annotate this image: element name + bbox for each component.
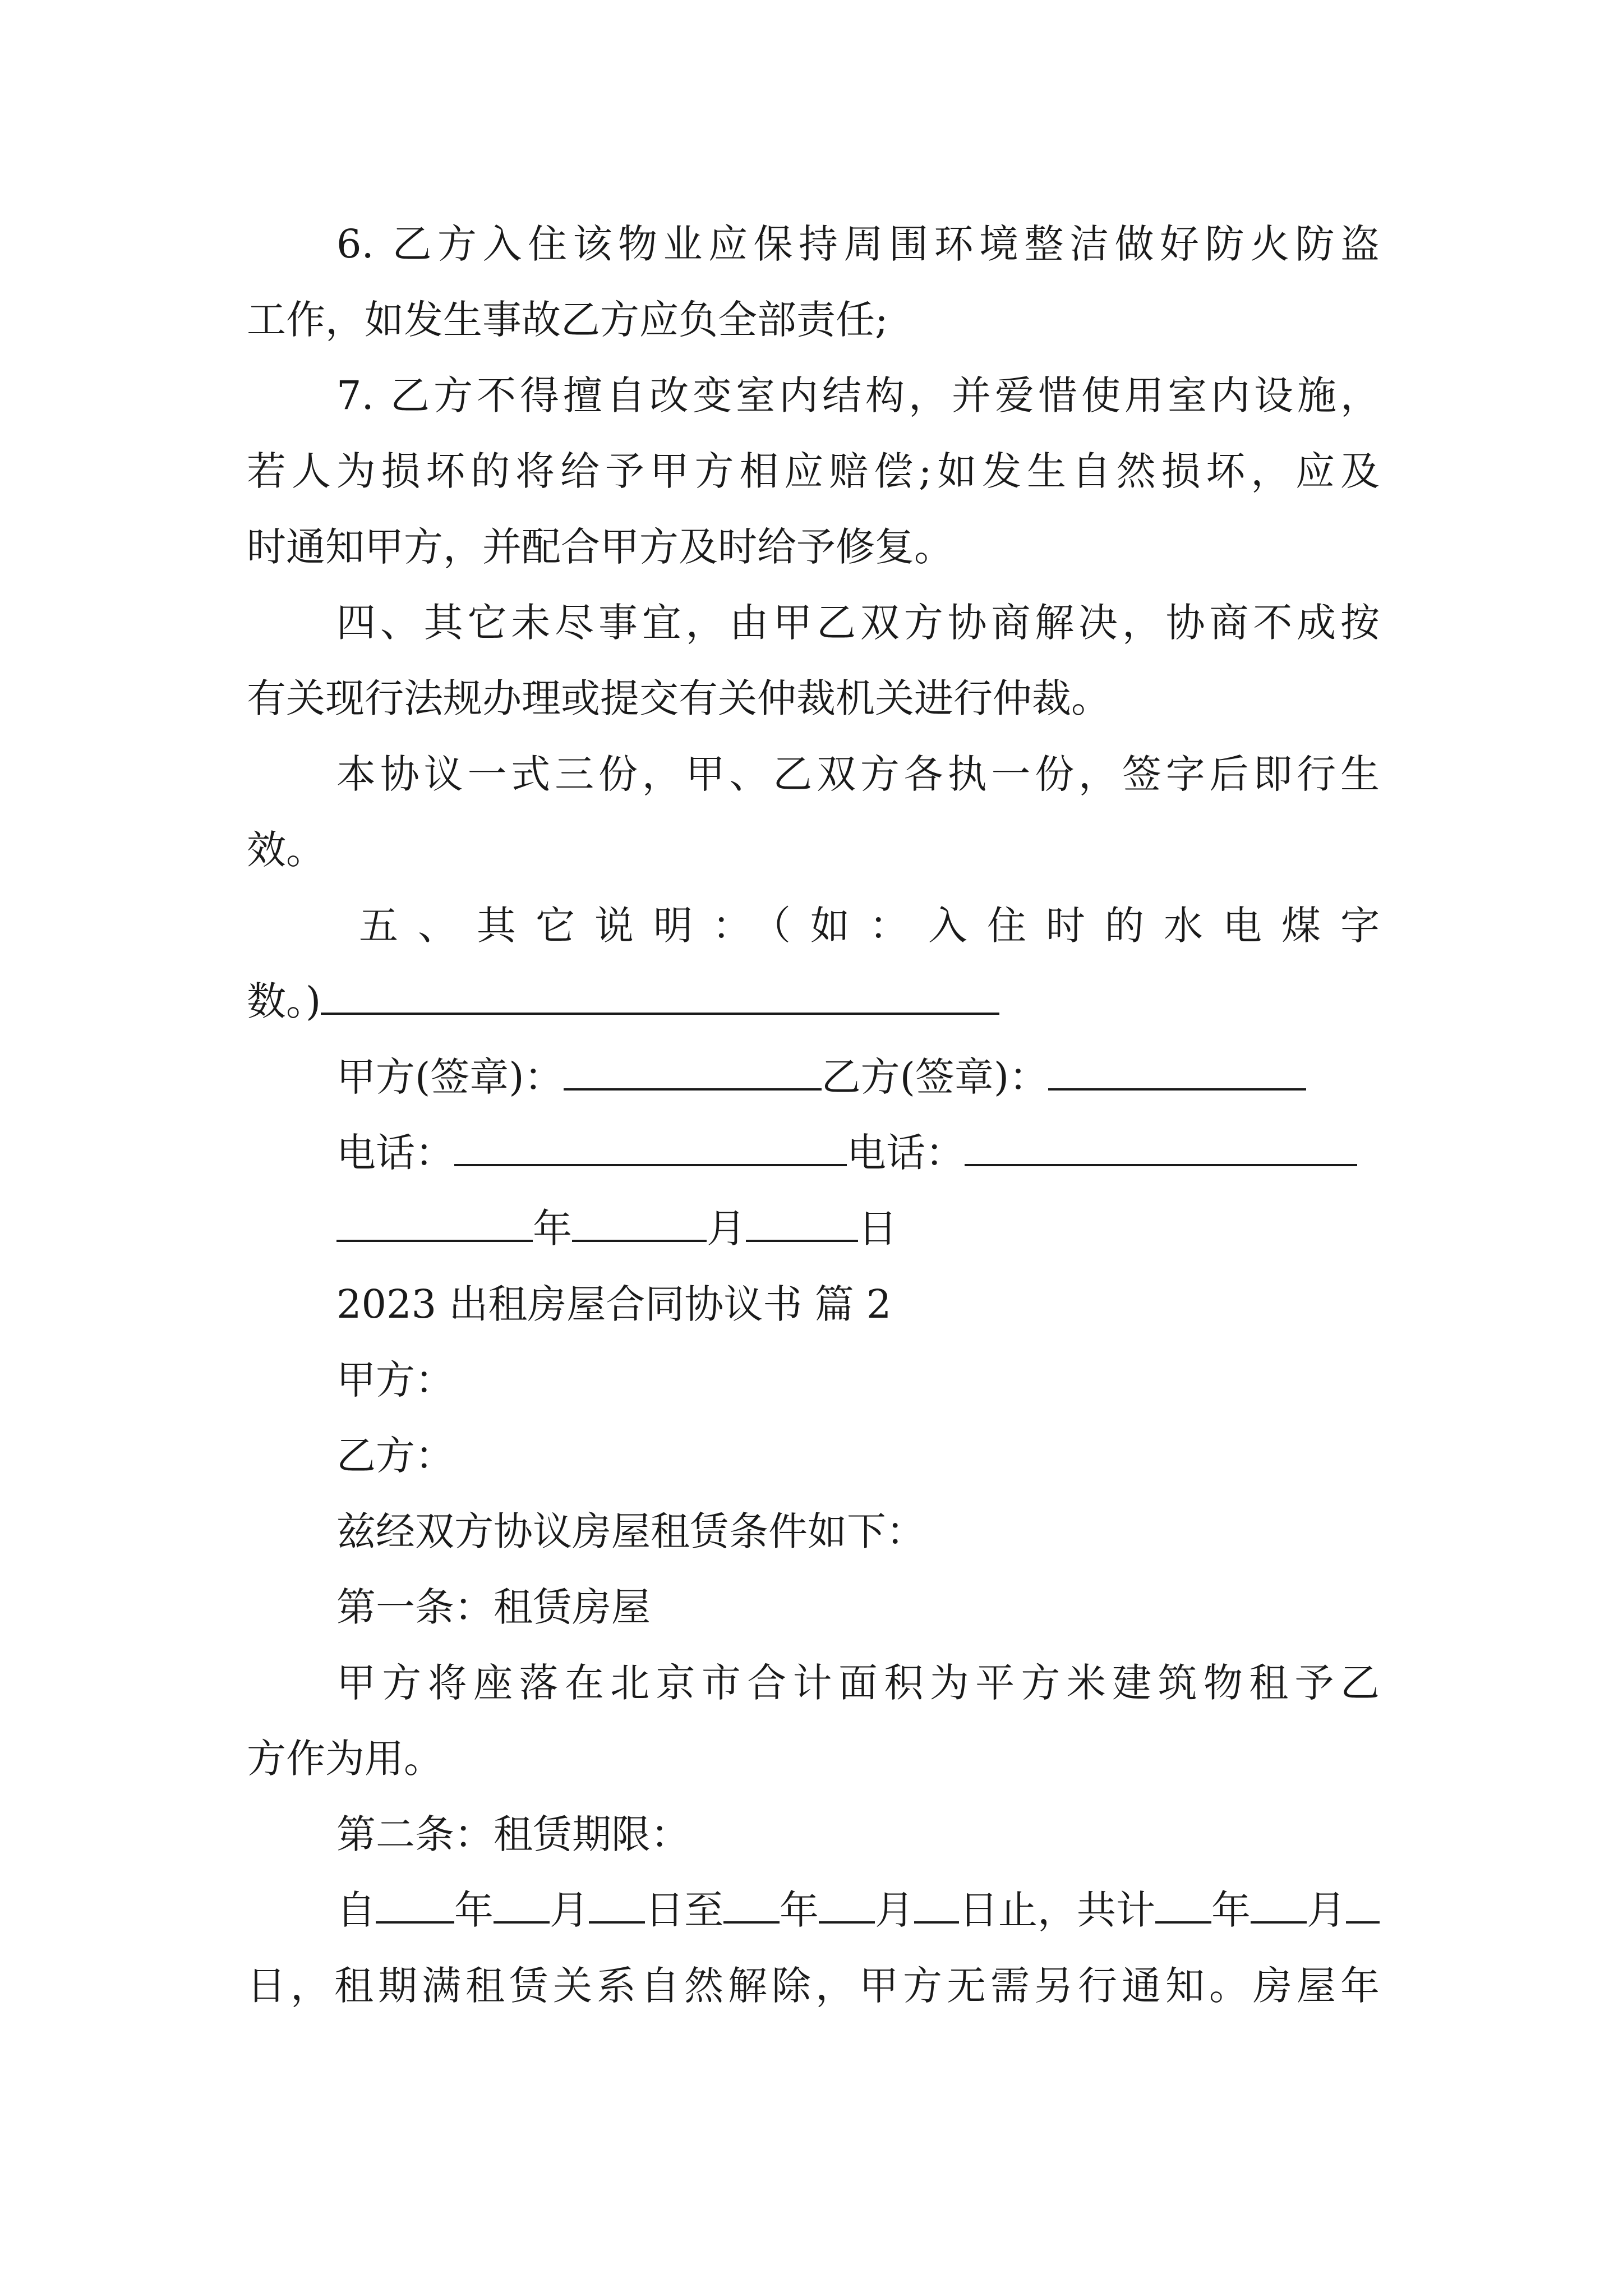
term-total-month: 月 [1307,1887,1346,1933]
date-row [336,1200,1380,1257]
note-blank [321,973,999,1015]
copies-line-2: 效。 [247,827,325,873]
clause-7-line-1: 7. 乙方不得擅自改变室内结构，并爱惜使用室内设施， [336,372,1380,418]
term-line-2: 日，租期满租赁关系自然解除，甲方无需另行通知。房屋年 [247,1963,1380,2009]
party-b-phone-label: 电话： [847,1130,965,1176]
term-day-end: 日止，共计 [959,1887,1155,1933]
year-label: 年 [533,1205,572,1251]
term-year: 年 [454,1887,494,1933]
article-1-line-1: 甲方将座落在北京市合计面积为平方米建筑物租予乙 [336,1660,1380,1706]
end-year-blank [723,1882,780,1924]
clause-7-line-2: 若人为损坏的将给予甲方相应赔偿;如发生自然损坏，应及 [247,448,1380,494]
day-label: 日 [858,1205,897,1251]
section-5-line-2 [247,973,1380,1029]
term-from: 自 [336,1887,376,1933]
party-b-signature-label: 乙方(签章)： [821,1054,1049,1100]
party-a-phone-label: 电话： [336,1130,454,1176]
doc2-heading: 2023 出租房屋合同协议书 篇 2 [336,1281,892,1327]
year-blank [336,1200,533,1242]
section-4-line-2: 有关现行法规办理或提交有关仲裁机关进行仲裁。 [247,675,1110,721]
day-blank [746,1200,858,1242]
party-a-signature-blank [564,1049,822,1091]
doc2-intro: 兹经双方协议房屋租赁条件如下： [336,1508,925,1554]
doc2-party-b: 乙方： [336,1433,454,1479]
section-5-line-1: 五、其它说明：（如：入住时的水电煤字 [359,903,1380,949]
total-month-blank [1251,1882,1307,1924]
party-a-signature-label: 甲方(签章)： [336,1054,564,1100]
term-end-month: 月 [875,1887,914,1933]
party-b-phone-blank [965,1125,1357,1166]
term-month: 月 [550,1887,589,1933]
article-1-title: 第一条：租赁房屋 [336,1584,651,1630]
total-year-blank [1155,1882,1211,1924]
copies-line-1: 本协议一式三份，甲、乙双方各执一份，签字后即行生 [336,751,1380,797]
doc2-party-a: 甲方： [336,1357,454,1403]
article-1-line-2: 方作为用。 [247,1736,443,1782]
clause-6-line-1: 6. 乙方入住该物业应保持周围环境整洁做好防火防盗 [336,221,1380,267]
term-line-1 [336,1882,1380,1938]
term-end-year: 年 [780,1887,819,1933]
party-b-signature-blank [1048,1049,1306,1091]
month-blank [572,1200,707,1242]
signature-row [336,1049,1380,1105]
month-label: 月 [707,1205,746,1251]
end-day-blank [914,1882,959,1924]
start-day-blank [589,1882,645,1924]
article-2-title: 第二条：租赁期限： [336,1811,690,1857]
party-a-phone-blank [454,1125,847,1166]
total-day-blank [1346,1882,1380,1924]
end-month-blank [819,1882,875,1924]
start-year-blank [376,1882,454,1924]
term-day-to: 日至 [645,1887,723,1933]
section-4-line-1: 四、其它未尽事宜，由甲乙双方协商解决，协商不成按 [336,600,1380,646]
phone-row [336,1125,1380,1181]
clause-6-line-2: 工作，如发生事故乙方应负全部责任; [247,297,888,343]
clause-7-line-3: 时通知甲方，并配合甲方及时给予修复。 [247,524,953,570]
term-total-year: 年 [1211,1887,1251,1933]
start-month-blank [494,1882,550,1924]
section-5-line-2-text: 数。) [247,978,321,1024]
